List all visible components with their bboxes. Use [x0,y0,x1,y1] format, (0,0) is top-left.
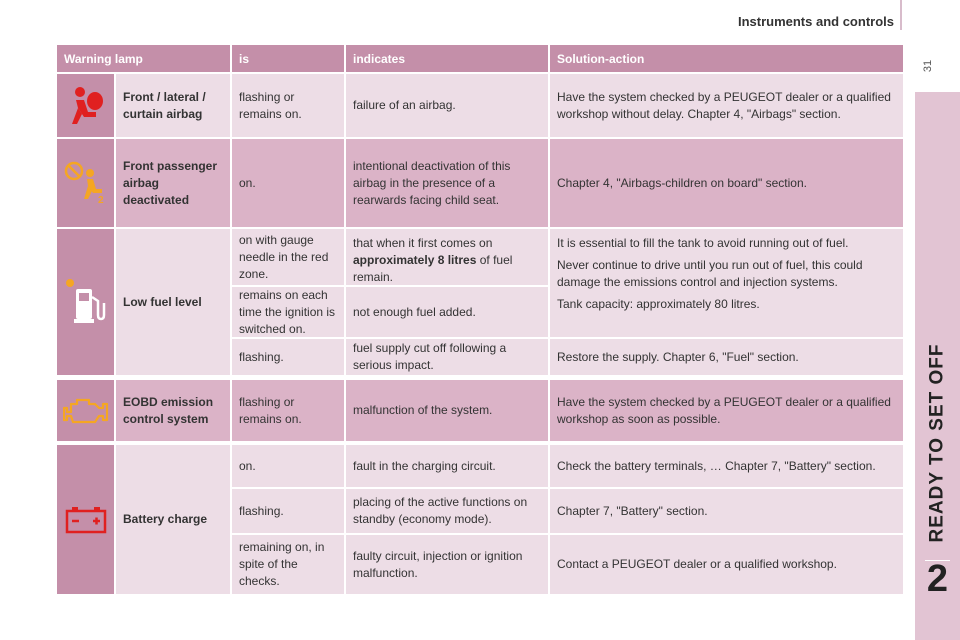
lamp-name: Front / lateral / curtain airbag [116,74,230,137]
lamp-state: remaining on, in spite of the checks. [232,535,344,594]
chapter-label [915,328,960,558]
lamp-action [550,229,903,337]
passenger-airbag-lamp-cell [57,139,114,227]
engine-warning-icon [63,394,109,428]
lamp-action: Have the system checked by a PEUGEOT dealer or a qualified workshop without delay. Chapter 4, "Airbags" section. [550,74,903,137]
lamp-action: Chapter 4, "Airbags-children on board" section. [550,139,903,227]
column-header-indicates: indicates [346,45,548,72]
lamp-meaning: failure of an airbag. [346,74,548,137]
header-divider [900,0,902,30]
lamp-name: EOBD emission control system [116,380,230,441]
meaning-emphasis: approximately 8 litres [353,253,477,267]
fuel-pump-icon [64,277,108,327]
column-header-solution: Solution-action [550,45,903,72]
battery-lamp-cell [57,445,114,594]
lamp-action: Contact a PEUGEOT dealer or a qualified workshop. [550,535,903,594]
lamp-action: Restore the supply. Chapter 6, "Fuel" section. [550,339,903,375]
meaning-text: of fuel remain. [353,253,513,284]
lamp-meaning [346,229,548,285]
column-header-is: is [232,45,344,72]
lamp-state: flashing or remains on. [232,74,344,137]
lamp-state: on. [232,445,344,487]
action-paragraph: It is essential to fill the tank to avoid running out of fuel. [557,236,849,250]
battery-icon [65,506,107,534]
action-paragraph: Never continue to drive until you run out of fuel, this could damage the emissions control and injection systems. [557,258,863,289]
lamp-state: remains on each time the ignition is switched on. [232,287,344,337]
lamp-name: Low fuel level [116,229,230,375]
svg-text:2: 2 [97,195,104,205]
lamp-state: flashing or remains on. [232,380,344,441]
airbag-warning-icon [66,84,106,128]
lamp-state: on. [232,139,344,227]
lamp-state: flashing. [232,339,344,375]
lamp-name: Front passenger airbag deactivated [116,139,230,227]
lamp-meaning: fuel supply cut off following a serious impact. [346,339,548,375]
passenger-airbag-deactivated-icon [64,161,108,205]
lamp-action: Have the system checked by a PEUGEOT dealer or a qualified workshop as soon as possible. [550,380,903,441]
meaning-text: that when it first comes on [353,236,493,250]
lamp-action: Check the battery terminals, … Chapter 7, "Battery" section. [550,445,903,487]
lamp-state: on with gauge needle in the red zone. [232,229,344,285]
airbag-lamp-cell [57,74,114,137]
lamp-meaning: malfunction of the system. [346,380,548,441]
lamp-action: Chapter 7, "Battery" section. [550,489,903,533]
page-number: 31 [922,59,934,73]
lamp-meaning: faulty circuit, injection or ignition malfunction. [346,535,548,594]
lamp-meaning: intentional deactivation of this airbag in the presence of a rearwards facing child seat. [346,139,548,227]
action-paragraph: Tank capacity: approximately 80 litres. [557,297,760,311]
lamp-meaning: placing of the active functions on standby (economy mode). [346,489,548,533]
chapter-number: 2 [926,558,949,600]
chapter-label-text: READY TO SET OFF [926,343,948,543]
lamp-state: flashing. [232,489,344,533]
lamp-name: Battery charge [116,445,230,594]
lamp-meaning: not enough fuel added. [346,287,548,337]
column-header-warning-lamp: Warning lamp [57,45,230,72]
fuel-lamp-cell [57,229,114,375]
eobd-lamp-cell [57,380,114,441]
section-title: Instruments and controls [737,14,894,29]
lamp-meaning: fault in the charging circuit. [346,445,548,487]
